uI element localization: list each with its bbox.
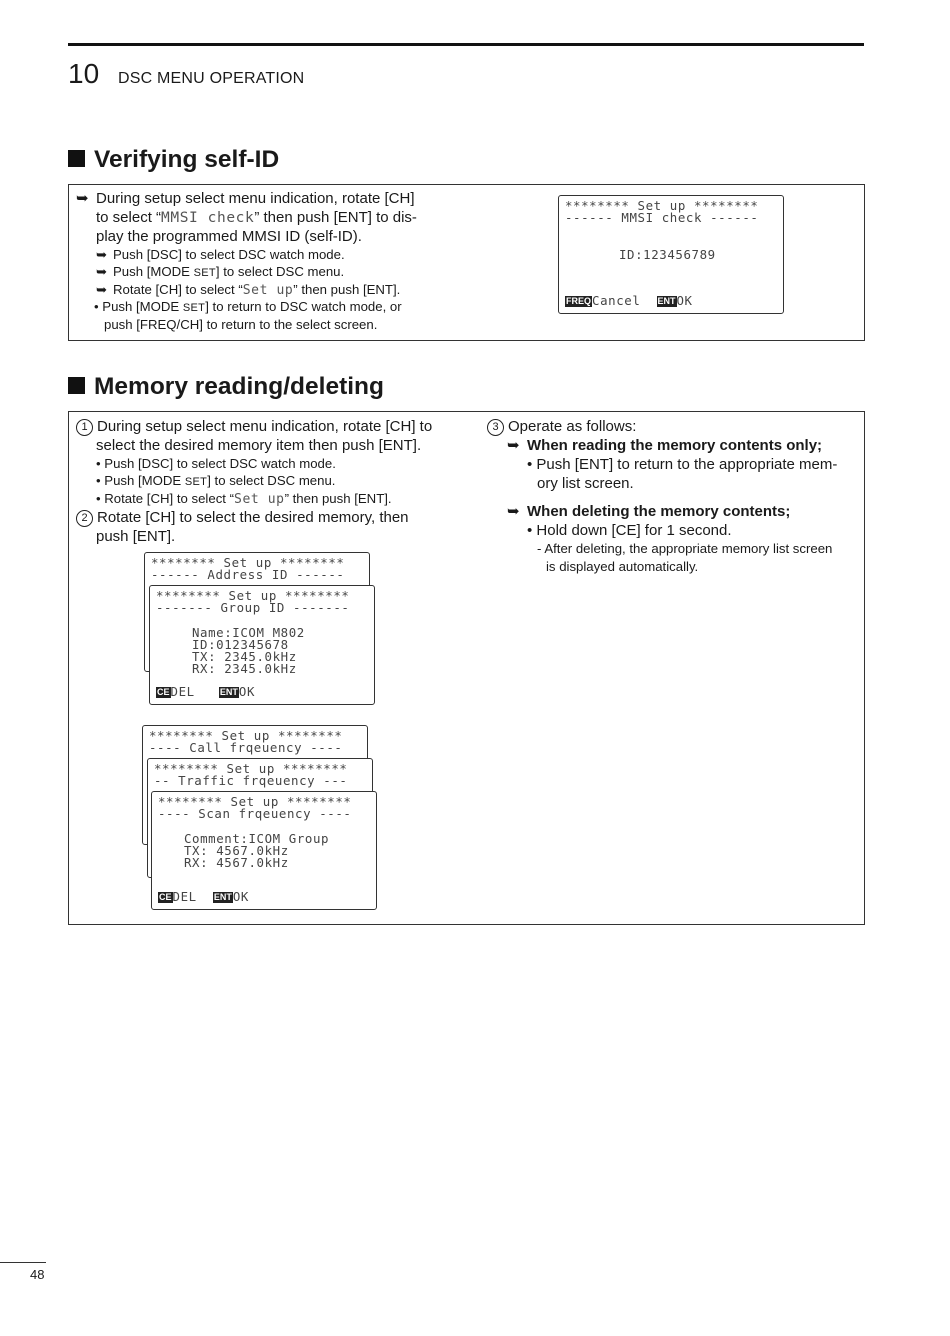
- sub-step: ➥ Push [MODE SET] to select DSC menu.: [96, 264, 345, 279]
- instruction-line: to select “MMSI check” then push [ENT] to dis-: [96, 209, 417, 226]
- arrow-icon: ➥: [96, 282, 108, 297]
- step-number: 3: [487, 419, 504, 436]
- lcd-line: ******** Set up ********: [149, 728, 343, 743]
- lcd-soft-keys: FREQCancel ENTOK: [566, 293, 693, 308]
- lcd-tx: TX: 2345.0kHz: [192, 649, 297, 664]
- bullet-icon: •: [527, 456, 537, 473]
- freq-key-icon: FREQ: [566, 296, 592, 306]
- lcd-comment: Comment:ICOM Group: [184, 831, 330, 846]
- ce-key-icon: CE: [159, 892, 172, 902]
- lcd-line: ******** Set up ********: [154, 761, 348, 776]
- lcd-tx: TX: 4567.0kHz: [184, 843, 289, 858]
- bullet-icon: •: [527, 522, 537, 539]
- lcd-text-inline: Set up: [242, 283, 294, 298]
- step-2-line: push [ENT].: [96, 528, 176, 545]
- ce-key-icon: CE: [157, 687, 170, 697]
- lcd-group-id: [149, 585, 375, 705]
- bullet-icon: •: [96, 456, 105, 471]
- step-2-line: 2 Rotate [CH] to select the desired memory, then: [76, 508, 409, 527]
- delete-bullet: • Hold down [CE] for 1 second.: [527, 522, 732, 539]
- lcd-mmsi-check: [558, 195, 784, 314]
- lcd-line: ------ Address ID ------: [151, 567, 345, 582]
- sub-step: • Push [DSC] to select DSC watch mode.: [96, 456, 336, 471]
- instruction-line: play the programmed MMSI ID (self-ID).: [96, 228, 362, 245]
- read-bullet: ory list screen.: [537, 475, 634, 492]
- lcd-rx: RX: 4567.0kHz: [184, 855, 289, 870]
- arrow-icon: ➥: [507, 503, 520, 520]
- lcd-line: ---- Call frqeuency ----: [149, 740, 343, 755]
- lcd-line: ******** Set up ********: [151, 555, 345, 570]
- delete-note: - After deleting, the appropriate memory list screen: [537, 541, 833, 556]
- sub-step: ➥ Push [DSC] to select DSC watch mode.: [96, 247, 345, 262]
- lcd-text-inline: MMSI check: [161, 210, 255, 226]
- section-heading-memory: [68, 373, 384, 401]
- instruction-line: ➥ During setup select menu indication, rotate [CH]: [76, 190, 415, 207]
- lcd-soft-keys: CEDEL ENTOK: [159, 889, 249, 904]
- sub-step: ➥ Rotate [CH] to select “Set up” then push [ENT].: [96, 282, 401, 298]
- step-number: 2: [76, 510, 93, 527]
- read-heading: ➥ When reading the memory contents only;: [507, 437, 823, 454]
- step-1-line: select the desired memory item then push [ENT].: [96, 437, 422, 454]
- section-title: Memory reading/deleting: [94, 373, 384, 400]
- lcd-line: ------ MMSI check ------: [565, 210, 759, 225]
- header-rule: [68, 43, 864, 46]
- arrow-icon: ➥: [96, 264, 108, 279]
- footer-rule: [0, 1262, 46, 1263]
- black-square-icon: [68, 150, 85, 167]
- bullet-icon: •: [94, 299, 103, 314]
- sub-step: • Rotate [CH] to select “Set up” then push [ENT].: [96, 491, 392, 507]
- lcd-scan-frequency: [151, 791, 377, 910]
- bullet-line: push [FREQ/CH] to return to the select screen.: [104, 317, 378, 332]
- ent-key-icon: ENT: [219, 687, 238, 697]
- sub-step: • Push [MODE SET] to select DSC menu.: [96, 473, 336, 488]
- lcd-line: ------- Group ID -------: [156, 600, 350, 615]
- arrow-icon: ➥: [76, 190, 89, 207]
- lcd-line: ******** Set up ********: [158, 794, 352, 809]
- chapter-title: DSC MENU OPERATION: [118, 70, 305, 87]
- section-heading-verifying: [68, 146, 279, 174]
- step-number: 1: [76, 419, 93, 436]
- bullet-line: • Push [MODE SET] to return to DSC watch mode, or: [94, 299, 402, 314]
- lcd-id: ID:123456789: [619, 247, 716, 262]
- arrow-icon: ➥: [507, 437, 520, 454]
- black-square-icon: [68, 377, 85, 394]
- step-3-line: 3 Operate as follows:: [487, 417, 636, 436]
- read-bullet: • Push [ENT] to return to the appropriate mem-: [527, 456, 838, 473]
- page-number: 48: [30, 1267, 45, 1282]
- lcd-line: -- Traffic frqeuency ---: [154, 773, 348, 788]
- lcd-name: Name:ICOM M802: [192, 625, 305, 640]
- arrow-icon: ➥: [96, 247, 108, 262]
- lcd-soft-keys: CEDEL ENTOK: [157, 684, 256, 699]
- bullet-icon: •: [96, 491, 105, 506]
- ent-key-icon: ENT: [213, 892, 232, 902]
- lcd-line: ******** Set up ********: [565, 198, 759, 213]
- bullet-icon: •: [96, 473, 105, 488]
- section-title: Verifying self-ID: [94, 146, 280, 173]
- delete-note: is displayed automatically.: [546, 559, 699, 574]
- lcd-id: ID:012345678: [192, 637, 289, 652]
- chapter-number: 10: [68, 58, 100, 89]
- lcd-rx: RX: 2345.0kHz: [192, 661, 297, 676]
- lcd-text-inline: Set up: [234, 492, 285, 507]
- delete-heading: ➥ When deleting the memory contents;: [507, 503, 791, 520]
- step-1-line: 1 During setup select menu indication, rotate [CH] to: [76, 417, 432, 436]
- lcd-line: ******** Set up ********: [156, 588, 350, 603]
- ent-key-icon: ENT: [657, 296, 676, 306]
- lcd-line: ---- Scan frqeuency ----: [158, 806, 352, 821]
